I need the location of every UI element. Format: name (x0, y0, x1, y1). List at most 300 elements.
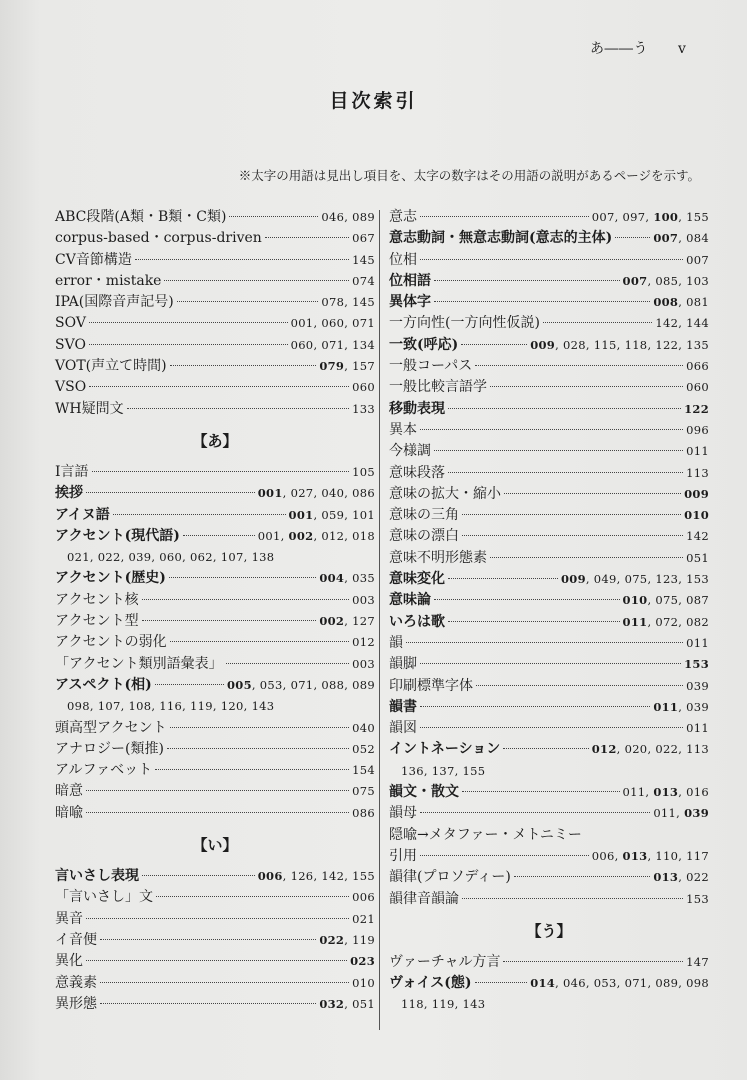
index-entry (389, 739, 709, 760)
page-references: 014, 046, 053, 071, 089, 098 (530, 976, 709, 991)
index-term: 引用 (389, 847, 417, 864)
page-references: 004, 035 (319, 571, 375, 586)
leader-dots (226, 663, 350, 664)
page-references (686, 676, 709, 697)
leader-dots (89, 344, 288, 345)
leader-dots (113, 514, 286, 515)
page-ref: 006 (352, 890, 375, 905)
page-ref: 144 (686, 316, 709, 331)
leader-dots (504, 493, 681, 494)
page-references (686, 718, 709, 739)
page-ref: 051 (352, 996, 375, 1011)
page-ref: 011 (653, 806, 677, 821)
index-column-left (55, 207, 375, 1015)
page-ref: 046 (321, 210, 345, 224)
page-ref: 009 (684, 486, 709, 501)
page-references (686, 441, 709, 462)
page-ref: 009 (560, 572, 586, 587)
page-ref: 014 (530, 976, 556, 991)
page-ref: 142 (321, 869, 345, 884)
page-ref: 060 (321, 316, 345, 331)
page-ref: 153 (686, 572, 709, 587)
index-term: 意味の三角 (389, 507, 459, 524)
page-references: 011, 039 (653, 806, 709, 821)
page-ref: 011 (653, 699, 679, 714)
leader-dots (461, 344, 527, 345)
page-references: 006, 013, 110, 117 (591, 848, 709, 863)
page-ref: 113 (686, 742, 709, 757)
leader-dots (177, 301, 319, 302)
index-entry (389, 889, 709, 910)
leader-dots (156, 896, 349, 897)
page-ref: 110 (655, 848, 679, 863)
leader-dots (434, 450, 683, 451)
leader-dots (462, 791, 620, 792)
index-term: アスペクト(相) (55, 676, 152, 693)
leader-dots (448, 472, 683, 473)
leader-dots (86, 960, 347, 961)
page-references (686, 377, 709, 398)
leader-dots (127, 408, 350, 409)
leader-dots (503, 961, 683, 962)
index-term: アクセントの弱化 (55, 634, 167, 651)
page-references: 142, 144 (655, 316, 709, 331)
column-divider (379, 210, 380, 1030)
index-term: 「言いさし」文 (55, 889, 153, 906)
page-ref: 021 (352, 911, 375, 926)
index-entry (55, 505, 375, 526)
page-ref: 081 (686, 295, 709, 310)
index-term: 韻図 (389, 720, 417, 737)
page-references (352, 760, 375, 781)
page-ref: 113 (686, 465, 709, 480)
running-head-section: あ――う (590, 41, 648, 57)
page-references: 013, 022 (653, 870, 709, 885)
index-entry (55, 632, 375, 653)
index-column-right (389, 207, 709, 1016)
page-ref: 011 (686, 444, 709, 459)
index-entry (389, 590, 709, 611)
index-entry (55, 973, 375, 994)
page-ref: 084 (686, 231, 709, 246)
leader-dots (514, 876, 651, 877)
page-ref: 002 (319, 614, 345, 629)
index-entry (55, 399, 375, 420)
page-ref: 007 (686, 252, 709, 267)
index-entry (389, 250, 709, 271)
page-ref: 122 (684, 401, 709, 416)
leader-dots (142, 620, 317, 621)
page-references: 007, 097, 100, 155 (591, 210, 709, 224)
index-term: イ音便 (55, 931, 97, 948)
leader-dots (86, 812, 349, 813)
page-ref: 097 (622, 210, 646, 224)
index-term: アクセント型 (55, 613, 139, 630)
page-references (352, 781, 375, 802)
index-term: 隠喩→メタファー・メトニミー (389, 826, 582, 843)
index-term: 一致(呼応) (389, 336, 459, 353)
page-references (686, 889, 709, 910)
leader-dots (89, 386, 349, 387)
page-references (684, 399, 709, 420)
leader-dots (100, 982, 349, 983)
leader-dots (615, 237, 650, 238)
page-references (686, 633, 709, 654)
leader-dots (170, 641, 350, 642)
page-ref: 123 (655, 572, 679, 587)
index-term: I言語 (55, 463, 89, 480)
index-term: 韻律(プロソディー) (389, 869, 511, 886)
page-ref: 007 (622, 273, 648, 288)
page-references (684, 654, 709, 675)
page-ref: 001 (290, 316, 314, 331)
index-entry (55, 760, 375, 781)
page-ref: 053 (593, 976, 617, 991)
page-ref: 067 (352, 231, 375, 246)
page-ref: 023 (350, 954, 375, 969)
page-ref: 002 (288, 528, 314, 543)
page-ref: 079 (319, 359, 345, 374)
index-entry (389, 867, 709, 888)
page-ref: 089 (352, 210, 375, 224)
page-references: 001, 002, 012, 018 (257, 528, 375, 543)
page-ref: 006 (257, 869, 283, 884)
leader-dots (462, 514, 681, 515)
page-ref: 072 (655, 614, 679, 629)
page-ref: 087 (686, 593, 709, 608)
index-term: 一般コーパス (389, 358, 473, 375)
leader-dots (89, 322, 288, 323)
index-term: 異化 (55, 953, 83, 970)
index-term: 異音 (55, 910, 83, 927)
index-entry (55, 866, 375, 887)
page-ref: 039 (686, 699, 709, 714)
index-entry-continuation: 021, 022, 039, 060, 062, 107, 138 (67, 550, 275, 565)
page-ref: 142 (655, 316, 679, 331)
page-references (352, 887, 375, 908)
page-ref: 011 (622, 614, 648, 629)
index-entry-continuation: 136, 137, 155 (401, 763, 486, 778)
page-ref: 089 (352, 677, 375, 692)
page-ref: 022 (655, 742, 679, 757)
page-ref: 005 (226, 677, 252, 692)
page-ref: 096 (686, 422, 709, 437)
index-term: ヴォイス(態) (389, 975, 472, 992)
index-entry (389, 335, 709, 356)
leader-dots (135, 259, 349, 260)
page-ref: 082 (686, 614, 709, 629)
leader-dots (475, 365, 683, 366)
leader-dots (86, 918, 349, 919)
index-entry (389, 377, 709, 398)
leader-dots (420, 812, 650, 813)
page-references (352, 228, 375, 249)
index-entry (389, 973, 709, 994)
index-entry (389, 846, 709, 867)
index-entry (389, 718, 709, 739)
leader-dots (155, 769, 349, 770)
index-entry (55, 483, 375, 504)
index-term: 韻文・散文 (389, 784, 459, 801)
index-entry (55, 313, 375, 334)
page-references: 010, 075, 087 (622, 593, 709, 608)
index-term: 韻書 (389, 698, 417, 715)
page-ref: 098 (686, 976, 709, 991)
index-term: corpus-based・corpus-driven (55, 230, 262, 247)
index-entry (55, 930, 375, 951)
section-heading: 【い】 (192, 836, 238, 855)
leader-dots (229, 216, 318, 217)
leader-dots (476, 685, 683, 686)
leader-dots (265, 237, 349, 238)
index-term: 意志 (389, 209, 417, 225)
page-references: 011, 013, 016 (622, 785, 709, 800)
index-entry (389, 782, 709, 803)
page-title: 目次索引 (329, 90, 418, 112)
index-term: 韻 (389, 634, 403, 651)
index-term: SOV (55, 315, 86, 332)
leader-dots (462, 535, 683, 536)
leader-dots (434, 599, 620, 600)
page-references: 007, 085, 103 (622, 273, 709, 288)
page-ref: 075 (352, 784, 375, 799)
leader-dots (475, 982, 528, 983)
leader-dots (142, 875, 255, 876)
page-ref: 154 (352, 763, 375, 778)
page-references (352, 803, 375, 824)
leader-dots (170, 727, 350, 728)
page-ref: 013 (653, 785, 679, 800)
index-term: 頭高型アクセント (55, 719, 167, 736)
legend-note: ※太字の用語は見出し項目を、太字の数字はその用語の説明があるページを示す。 (238, 168, 700, 183)
index-term: VOT(声立て時間) (55, 358, 167, 375)
page-ref: 051 (686, 550, 709, 565)
index-term: 意味論 (389, 592, 431, 609)
page-ref: 028 (563, 337, 586, 352)
page-references: 046, 089 (321, 210, 375, 224)
page-references (352, 654, 375, 675)
leader-dots (490, 386, 683, 387)
leader-dots (420, 216, 589, 217)
page-ref: 012 (352, 635, 375, 650)
index-term: 韻母 (389, 805, 417, 822)
leader-dots (169, 577, 316, 578)
page-ref: 040 (321, 486, 345, 501)
index-entry (55, 568, 375, 589)
page-ref: 016 (686, 785, 709, 800)
page-ref: 088 (321, 677, 345, 692)
index-entry (55, 951, 375, 972)
page-references: 009, 049, 075, 123, 153 (560, 572, 709, 587)
page-ref: 010 (684, 508, 709, 523)
page-ref: 011 (686, 721, 709, 736)
page-references (352, 399, 375, 420)
page-ref: 157 (352, 359, 375, 374)
page-ref: 046 (563, 976, 586, 991)
page-ref: 006 (591, 848, 615, 863)
page-ref: 003 (352, 656, 375, 671)
index-term: 移動表現 (389, 400, 445, 417)
index-entry (55, 590, 375, 611)
index-entry (55, 887, 375, 908)
page-ref: 086 (352, 805, 375, 820)
page-references: 001, 027, 040, 086 (257, 486, 375, 501)
index-entry (55, 781, 375, 802)
index-term: 韻律音韻論 (389, 890, 459, 907)
index-term: アクセント(現代語) (55, 527, 180, 544)
leader-dots (420, 727, 683, 728)
page-ref: 060 (290, 337, 314, 352)
page-ref: 010 (352, 975, 375, 990)
index-entry (55, 228, 375, 249)
page-references (686, 526, 709, 547)
page-references (350, 951, 375, 972)
page-references (686, 952, 709, 973)
index-entry (55, 250, 375, 271)
index-entry (389, 526, 709, 547)
leader-dots (183, 535, 255, 536)
index-term: アナロジー(類推) (55, 740, 164, 757)
index-term: 意味不明形態素 (389, 549, 487, 566)
page-ref: 008 (653, 295, 679, 310)
page-ref: 085 (655, 273, 679, 288)
page-references: 079, 157 (319, 359, 375, 374)
index-entry (55, 739, 375, 760)
index-term: 位相語 (389, 272, 431, 289)
page-references (684, 484, 709, 505)
index-term: 異本 (389, 421, 417, 438)
index-entry (389, 356, 709, 377)
leader-dots (448, 621, 620, 622)
index-term: 位相 (389, 251, 417, 268)
page-ref: 001 (257, 486, 283, 501)
page-ref: 022 (686, 870, 709, 885)
leader-dots (170, 365, 317, 366)
page-references: 008, 081 (653, 295, 709, 310)
index-entry (389, 697, 709, 718)
page-references: 005, 053, 071, 088, 089 (226, 677, 375, 692)
leader-dots (434, 301, 650, 302)
leader-dots (100, 1003, 316, 1004)
index-term: 今様調 (389, 443, 431, 460)
page-ref: 039 (684, 806, 709, 821)
index-term: error・mistake (55, 272, 162, 289)
page-ref: 071 (352, 316, 375, 331)
index-entry (389, 548, 709, 569)
index-term: 韻脚 (389, 656, 417, 673)
index-term: ヴァーチャル方言 (389, 953, 501, 970)
leader-dots (420, 663, 681, 664)
index-entry (55, 207, 375, 228)
page-references (352, 462, 375, 483)
index-entry (389, 207, 709, 228)
index-entry (55, 377, 375, 398)
page-ref: 105 (352, 464, 375, 479)
page-ref: 126 (290, 869, 314, 884)
page-ref: 018 (352, 528, 375, 543)
page-references: 078, 145 (321, 295, 375, 310)
page-ref: 145 (352, 295, 375, 310)
index-term: 意味の拡大・縮小 (389, 485, 501, 502)
page-ref: 053 (259, 677, 283, 692)
leader-dots (155, 684, 224, 685)
page-references: 032, 051 (319, 996, 375, 1011)
page-ref: 103 (686, 273, 709, 288)
page-ref: 007 (653, 231, 679, 246)
index-entry (55, 675, 375, 696)
index-entry-continuation: 118, 119, 143 (401, 997, 486, 1012)
index-entry (55, 292, 375, 313)
page-ref: 071 (624, 976, 648, 991)
page-ref: 066 (686, 359, 709, 374)
leader-dots (100, 939, 316, 940)
index-term: VSO (55, 379, 87, 396)
page-ref: 060 (352, 380, 375, 395)
page-ref: 022 (319, 932, 345, 947)
index-term: SVO (55, 336, 86, 353)
page-references (352, 377, 375, 398)
index-term: 意義素 (55, 974, 97, 991)
page-references (352, 739, 375, 760)
index-term: 挨拶 (55, 485, 83, 502)
index-entry-continuation: 098, 107, 108, 116, 119, 120, 143 (67, 699, 275, 714)
page-ref: 145 (352, 252, 375, 267)
page-references (352, 271, 375, 292)
index-entry (55, 526, 375, 547)
page-ref: 013 (622, 848, 648, 863)
page-ref: 010 (622, 593, 648, 608)
index-entry (389, 484, 709, 505)
index-term: 一般比較言語学 (389, 379, 487, 396)
index-entry (389, 463, 709, 484)
index-entry (389, 654, 709, 675)
page-ref: 012 (321, 528, 345, 543)
page-ref: 089 (655, 976, 679, 991)
leader-dots (420, 259, 683, 260)
page-references: 001, 059, 101 (288, 507, 375, 522)
page-ref: 011 (686, 635, 709, 650)
page-ref: 071 (290, 677, 314, 692)
index-term: 異形態 (55, 995, 97, 1012)
index-term: アルファベット (55, 762, 153, 779)
page-ref: 155 (352, 869, 375, 884)
leader-dots (543, 322, 652, 323)
index-term: 意味の漂白 (389, 528, 459, 545)
page-references (352, 909, 375, 930)
index-entry (389, 825, 709, 846)
page-ref: 013 (653, 870, 679, 885)
index-term: CV音節構造 (55, 251, 132, 268)
page-ref: 011 (622, 785, 646, 800)
index-entry (55, 611, 375, 632)
index-term: 意志動詞・無意志動詞(意志的主体) (389, 230, 613, 247)
index-term: ABC段階(A類・B類・C類) (55, 209, 227, 225)
page-references (686, 548, 709, 569)
leader-dots (86, 492, 255, 493)
page-references: 022, 119 (319, 932, 375, 947)
index-entry (389, 633, 709, 654)
index-term: 暗意 (55, 783, 83, 800)
page-ref: 052 (352, 741, 375, 756)
page-references (684, 505, 709, 526)
running-head (590, 38, 686, 58)
index-entry (389, 292, 709, 313)
page-ref: 155 (686, 210, 709, 224)
index-entry (55, 356, 375, 377)
section-heading: 【あ】 (192, 431, 238, 450)
page-ref: 100 (653, 210, 679, 224)
page-ref: 153 (686, 891, 709, 906)
